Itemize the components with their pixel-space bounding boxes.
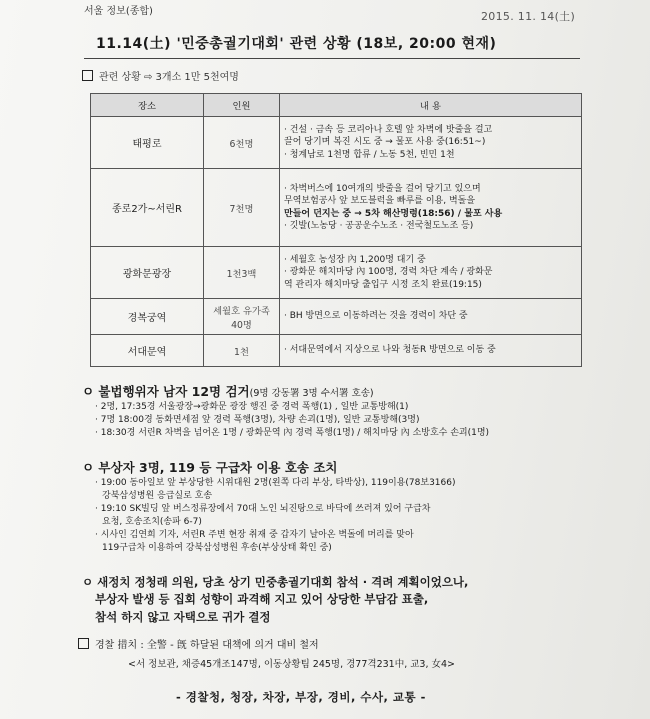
row-place: 종로2가~서린R	[91, 169, 204, 247]
politics-section	[82, 574, 468, 626]
content-line: · 청계남로 1천명 합류 / 노동 5천, 빈민 1천	[284, 149, 455, 160]
politics-line: 참석 하지 않고 자택으로 귀가 결정	[95, 609, 271, 624]
content-line: · BH 방면으로 이동하려는 것을 경력이 차단 중	[284, 311, 468, 322]
list-item: · 19:00 동아일보 앞 부상당한 시위대원 2명(왼쪽 다리 부상, 타박상), 119이용(78보3166)	[95, 478, 456, 489]
arrests-heading	[82, 383, 489, 401]
checkbox-icon	[82, 70, 93, 81]
row-count: 세월호 유가족 40명	[204, 299, 280, 335]
police-note-text: 경찰 措치 : 全警 - 旣 하달된 대책에 의거 대비 철저	[95, 640, 319, 651]
police-note	[78, 636, 319, 651]
table-row	[91, 335, 582, 367]
injured-heading: ㅇ 부상자 3명, 119 등 구급차 이용 호송 조치	[82, 460, 338, 475]
content-line: · 차벽버스에 10여개의 밧줄을 걸어 당기고 있으며	[284, 184, 481, 195]
content-line: 만들어 던지는 중 → 5차 해산명령(18:56) / 물포 사용	[284, 208, 503, 219]
table-header-row	[91, 94, 582, 117]
title-divider	[84, 58, 580, 59]
list-item: 요청, 호송조치(송파 6-7)	[102, 517, 202, 528]
doc-source: 서울 정보(종합)	[84, 6, 153, 17]
injured-section	[82, 459, 455, 555]
table-row	[91, 169, 582, 247]
content-line: · 광화문 해치마당 內 100명, 경력 차단 계속 / 광화문	[284, 267, 493, 278]
list-item: · 19:10 SK빌딩 앞 버스정류장에서 70대 노인 뇌진탕으로 바닥에 쓰러져 있어 구급차	[95, 504, 431, 515]
table-row	[91, 117, 582, 169]
politics-line: ㅇ 새정치 정청래 의원, 당초 상기 민중총궐기대회 참석 · 격려 계획이었으나,	[82, 575, 469, 589]
row-place: 서대문역	[91, 335, 204, 367]
checkbox-icon	[78, 638, 89, 649]
distribution-footer: - 경찰청, 청장, 차장, 부장, 경비, 수사, 교통 -	[176, 690, 426, 704]
status-table	[90, 93, 582, 367]
table-header-place: 장소	[91, 94, 204, 117]
table-header-count: 인원	[204, 94, 280, 117]
list-item: 119구급차 이용하여 강북삼성병원 후송(부상상태 확인 중)	[102, 543, 332, 554]
row-place: 태평로	[91, 117, 204, 169]
page-title: 11.14(土) '민중총궐기대회' 관련 상황 (18보, 20:00 현재)	[96, 36, 497, 52]
row-count: 1천	[204, 335, 280, 367]
list-item: · 시사인 김연희 기자, 서린R 주변 현장 취재 중 갑자기 날아온 벽돌에 머리를 맞아	[95, 530, 414, 541]
row-content	[280, 247, 582, 299]
list-item: · 7명 18:00경 동화면세점 앞 경력 폭행(3명), 차량 손괴(1명), 일반 교통방해(3명)	[95, 415, 420, 426]
arrests-section	[82, 383, 489, 440]
row-content	[280, 299, 582, 335]
row-content	[280, 117, 582, 169]
content-line: 역 관리자 해치마당 출입구 시정 조치 완료(19:15)	[284, 279, 482, 290]
arrests-heading-note: (9명 강동署 3명 수서署 호송)	[249, 388, 374, 399]
summary-note	[82, 68, 239, 83]
doc-date: 2015. 11. 14(土)	[481, 10, 576, 23]
row-count: 1천3백	[204, 247, 280, 299]
row-content	[280, 169, 582, 247]
content-line: · 세월호 농성장 內 1,200명 대기 중	[284, 255, 426, 266]
content-line: · 깃발(노농당 · 공공운수노조 · 전국철도노조 등)	[284, 220, 474, 231]
arrests-heading-text: ㅇ 불법행위자 남자 12명 검거	[82, 384, 250, 399]
list-item: 강북삼성병원 응급실로 호송	[102, 491, 213, 502]
content-line: 끌어 당기며 복진 시도 중 → 물포 사용 중(16:51~)	[284, 137, 486, 148]
table-row	[91, 247, 582, 299]
content-line: 무역보험공사 앞 보도블럭을 빠루를 이용, 벽돌을	[284, 196, 476, 207]
politics-line: 부상자 발생 등 집회 성향이 과격해 지고 있어 상당한 부담감 표출,	[95, 592, 429, 607]
content-line: · 서대문역에서 지상으로 나와 청동R 방면으로 이동 중	[284, 345, 496, 356]
row-content	[280, 335, 582, 367]
list-item: · 18:30경 서린R 차벽을 넘어온 1명 / 광화문역 內 경력 폭행(1명) / 해치마당 內 소방호수 손괴(1명)	[95, 428, 490, 439]
content-line: · 건설 · 금속 등 코리아나 호텔 앞 차벽에 밧줄을 걸고	[284, 125, 493, 136]
row-count: 6천명	[204, 117, 280, 169]
row-place: 광화문광장	[91, 247, 204, 299]
personnel-note: <서 정보관, 채증45개조147명, 이동상황팀 245명, 경77격231中, 교3, 女4>	[128, 659, 456, 670]
summary-note-text: 관련 상황 ⇨ 3개소 1만 5천여명	[99, 72, 239, 83]
row-place: 경복궁역	[91, 299, 204, 335]
row-count: 7천명	[204, 169, 280, 247]
table-row	[91, 299, 582, 335]
table-header-content: 내 용	[280, 94, 582, 117]
list-item: · 2명, 17:35경 서울광장→광화문 광장 행진 중 경력 폭행(1) , 일반 교통방해(1)	[95, 402, 409, 413]
